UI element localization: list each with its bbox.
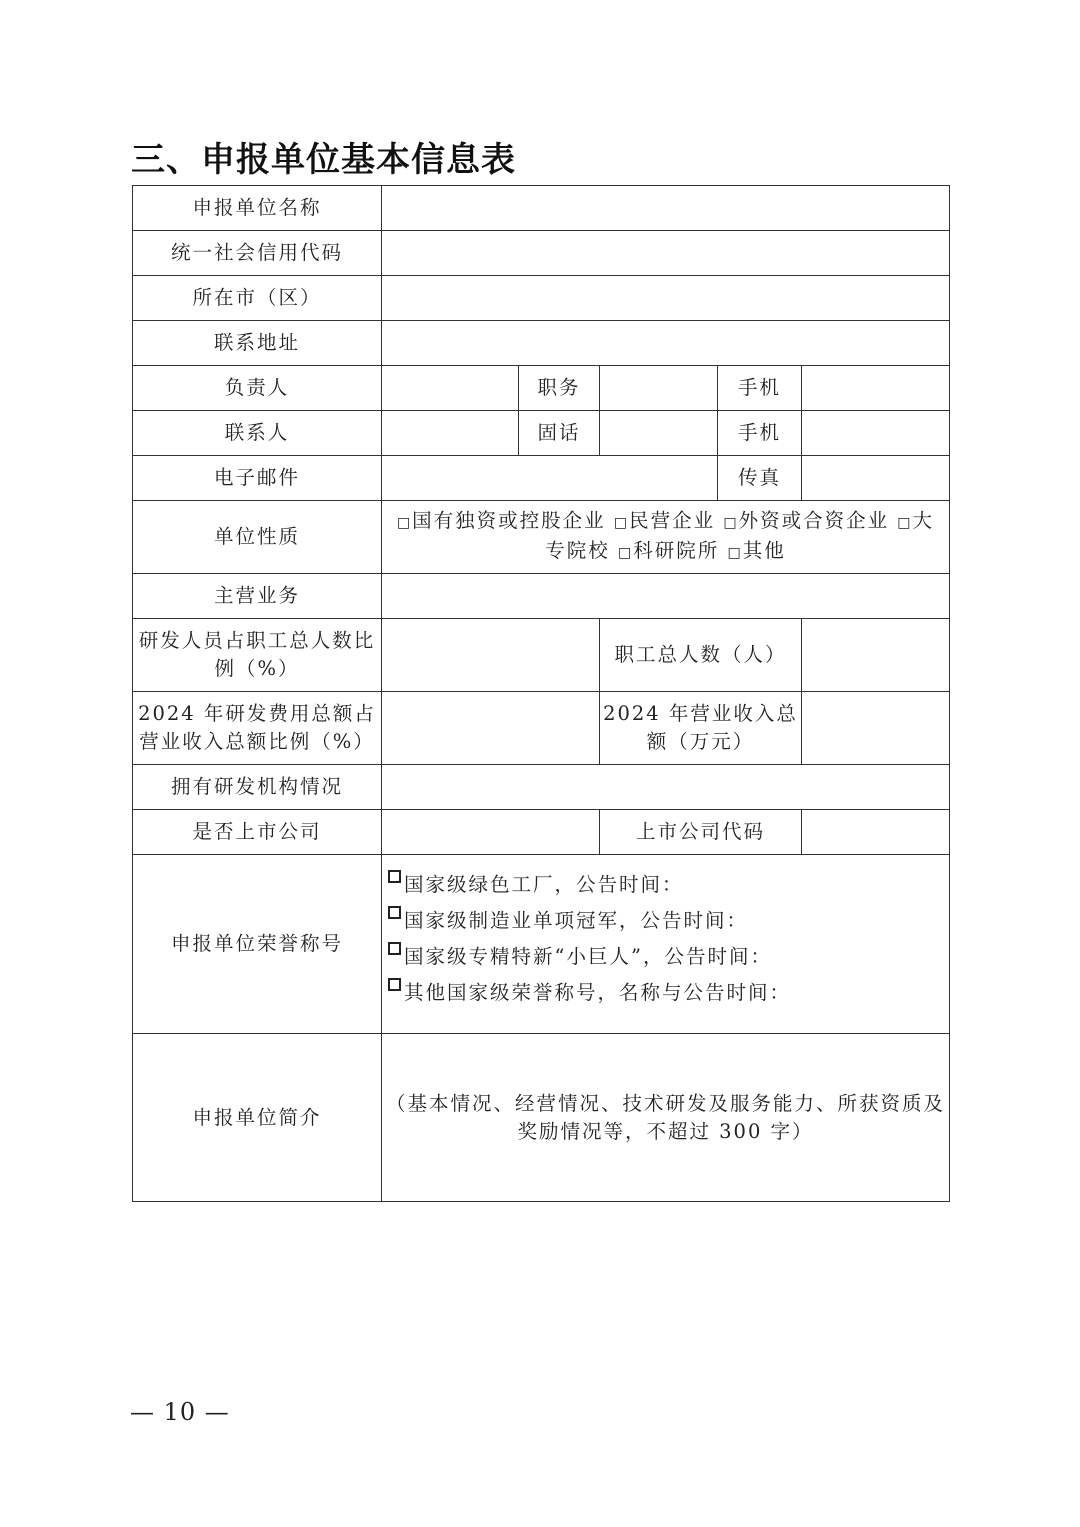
email-field[interactable] [382,456,718,501]
honor-option-green-factory[interactable]: 国家级绿色工厂，公告时间： [388,867,945,903]
table-row [133,321,950,366]
table-row [133,411,950,456]
rd-expense-ratio-field[interactable] [382,692,600,765]
mobile-field[interactable] [802,366,950,411]
leader-field[interactable] [382,366,519,411]
checkbox-icon: □ [723,515,737,531]
total-staff-field[interactable] [802,619,950,692]
table-row [133,276,950,321]
landline-label: 固话 [519,411,600,456]
contact-mobile-field[interactable] [802,411,950,456]
intro-label: 申报单位简介 [133,1034,382,1202]
intro-field[interactable] [382,1034,950,1202]
table-row [133,810,950,855]
table-row [133,574,950,619]
position-label: 职务 [519,366,600,411]
unit-type-option-private[interactable]: □ 民营企业 [613,509,716,532]
table-row [133,619,950,692]
city-label: 所在市（区） [133,276,382,321]
revenue-field[interactable] [802,692,950,765]
is-listed-label: 是否上市公司 [133,810,382,855]
revenue-label: 2024 年营业收入总额（万元） [600,692,802,765]
total-staff-label: 职工总人数（人） [600,619,802,692]
mobile-label: 手机 [718,366,802,411]
rd-expense-ratio-label: 2024 年研发费用总额占营业收入总额比例（%） [133,692,382,765]
intro-hint: （基本情况、经营情况、技术研发及服务能力、所获资质及奖励情况等，不超过 300 字） [386,1091,946,1143]
landline-field[interactable] [600,411,718,456]
checkbox-icon[interactable] [388,906,401,919]
stock-code-field[interactable] [802,810,950,855]
table-row [133,501,950,574]
honors-options [382,855,950,1034]
address-field[interactable] [382,321,950,366]
section-title: 三、申报单位基本信息表 [131,140,516,180]
rd-staff-ratio-field[interactable] [382,619,600,692]
checkbox-icon[interactable] [388,942,401,955]
leader-label: 负责人 [133,366,382,411]
unit-info-table [132,185,950,1202]
checkbox-icon: □ [618,545,632,561]
contact-mobile-label: 手机 [718,411,802,456]
checkbox-icon: □ [727,545,741,561]
checkbox-icon[interactable] [388,870,401,883]
contact-field[interactable] [382,411,519,456]
credit-code-label: 统一社会信用代码 [133,231,382,276]
unit-type-option-other[interactable]: □ 其他 [727,539,786,562]
unit-type-option-college[interactable]: □ 大 [897,509,935,532]
main-business-label: 主营业务 [133,574,382,619]
is-listed-field[interactable] [382,810,600,855]
fax-field[interactable] [802,456,950,501]
checkbox-icon: □ [897,515,911,531]
table-row [133,456,950,501]
unit-type-options [382,501,950,574]
honor-option-champion[interactable]: 国家级制造业单项冠军，公告时间： [388,903,945,939]
unit-type-option-college-cont: 专院校 [545,539,610,562]
checkbox-icon: □ [396,515,411,531]
unit-type-option-foreign[interactable]: □ 外资或合资企业 [723,509,890,532]
table-row [133,692,950,765]
checkbox-icon[interactable] [388,978,401,991]
contact-label: 联系人 [133,411,382,456]
honors-label: 申报单位荣誉称号 [133,855,382,1034]
page-number: — 10 — [130,1398,230,1426]
honor-option-other[interactable]: 其他国家级荣誉称号，名称与公告时间： [388,975,945,1011]
rd-institution-field[interactable] [382,765,950,810]
table-row [133,855,950,1034]
honor-option-little-giant[interactable]: 国家级专精特新“小巨人”，公告时间： [388,939,945,975]
table-row [133,1034,950,1202]
unit-name-field[interactable] [382,186,950,231]
rd-staff-ratio-label: 研发人员占职工总人数比例（%） [133,619,382,692]
city-field[interactable] [382,276,950,321]
unit-type-label: 单位性质 [133,501,382,574]
table-row [133,186,950,231]
stock-code-label: 上市公司代码 [600,810,802,855]
table-row [133,231,950,276]
rd-institution-label: 拥有研发机构情况 [133,765,382,810]
unit-type-option-institute[interactable]: □ 科研院所 [618,539,720,562]
credit-code-field[interactable] [382,231,950,276]
position-field[interactable] [600,366,718,411]
main-business-field[interactable] [382,574,950,619]
unit-type-option-state[interactable]: □ 国有独资或控股企业 [396,509,606,532]
checkbox-icon: □ [613,515,628,531]
fax-label: 传真 [718,456,802,501]
email-label: 电子邮件 [133,456,382,501]
table-row [133,765,950,810]
table-row [133,366,950,411]
address-label: 联系地址 [133,321,382,366]
unit-name-label: 申报单位名称 [133,186,382,231]
